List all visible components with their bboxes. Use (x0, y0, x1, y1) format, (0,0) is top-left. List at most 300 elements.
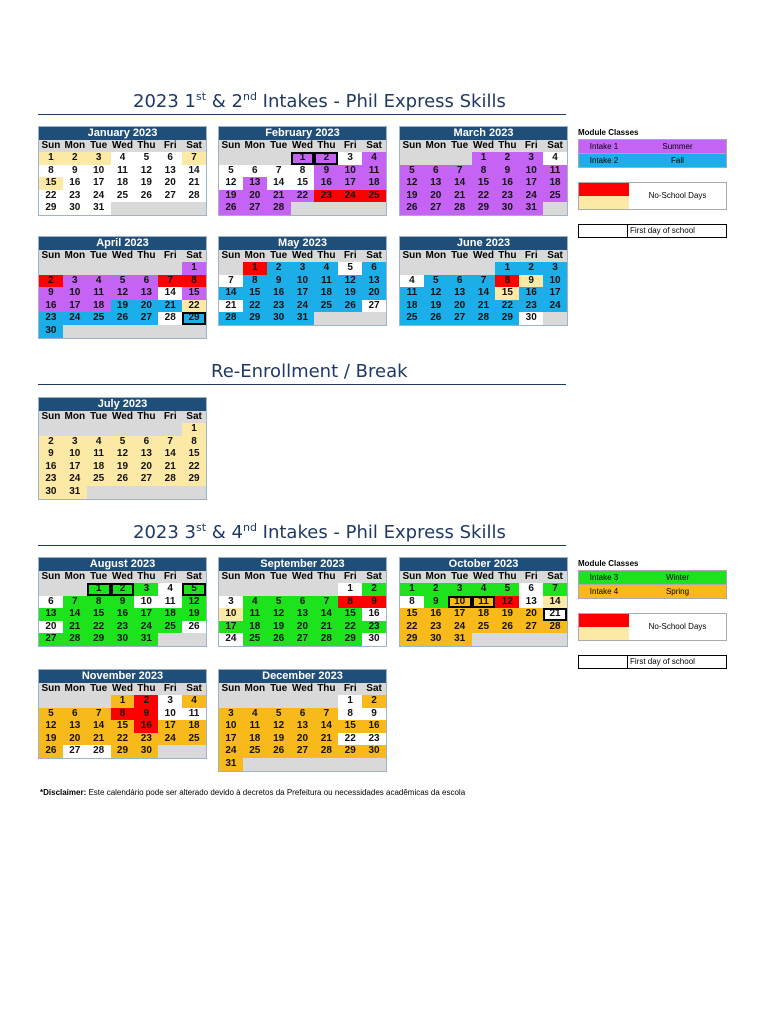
day-cell: 23 (267, 300, 291, 313)
day-cell: 12 (134, 165, 158, 178)
empty-cell (267, 758, 291, 771)
empty-cell (39, 423, 63, 436)
day-cell: 23 (134, 733, 158, 746)
day-cell: 23 (39, 473, 63, 486)
day-cell: 3 (543, 262, 567, 275)
day-cell: 8 (182, 275, 206, 288)
day-cell: 11 (400, 287, 424, 300)
weekday-header: Wed (112, 411, 133, 422)
weekday-header: Wed (473, 571, 494, 582)
day-cell: 12 (338, 275, 362, 288)
day-cell: 19 (182, 608, 206, 621)
day-cell: 13 (519, 596, 543, 609)
day-cell: 4 (243, 596, 267, 609)
day-cell: 3 (63, 275, 87, 288)
day-cell: 3 (338, 152, 362, 165)
day-cell: 17 (87, 177, 111, 190)
legend-swatch (579, 656, 628, 668)
day-cell: 4 (314, 262, 338, 275)
empty-cell (134, 202, 158, 215)
legend-swatch (579, 183, 629, 209)
day-cell: 27 (519, 621, 543, 634)
day-cell: 7 (182, 152, 206, 165)
empty-cell (87, 262, 111, 275)
day-cell: 30 (495, 202, 519, 215)
title-rest: Intakes - Phil Express Skills (256, 91, 506, 112)
day-cell: 19 (400, 190, 424, 203)
day-cell: 28 (267, 202, 291, 215)
disclaimer (40, 788, 465, 797)
legend-module-classes-1 (578, 128, 727, 238)
day-cell: 27 (291, 745, 315, 758)
day-cell: 10 (291, 275, 315, 288)
weekday-header: Fri (343, 683, 357, 694)
day-cell: 28 (63, 633, 87, 646)
day-cell: 28 (543, 621, 567, 634)
weekday-header: Tue (451, 250, 469, 261)
weekday-header: Tue (451, 571, 469, 582)
day-cell: 2 (134, 695, 158, 708)
legend-intake-label: Intake 4 (589, 587, 619, 596)
day-cell: 17 (219, 733, 243, 746)
day-cell: 6 (424, 165, 448, 178)
day-cell: 21 (219, 300, 243, 313)
weekday-header: Thu (498, 250, 517, 261)
weekday-header: Tue (90, 140, 108, 151)
day-cell: 12 (424, 287, 448, 300)
day-cell: 2 (362, 695, 386, 708)
empty-cell (495, 633, 519, 646)
day-cell: 20 (63, 733, 87, 746)
empty-cell (243, 695, 267, 708)
weekday-header: Tue (270, 250, 288, 261)
day-cell: 4 (111, 152, 135, 165)
day-cell: 5 (39, 708, 63, 721)
day-cell: 28 (314, 745, 338, 758)
weekday-header: Sat (366, 571, 382, 582)
day-cell: 27 (39, 633, 63, 646)
day-cell: 18 (362, 177, 386, 190)
weekday-header: Mon (244, 571, 266, 582)
day-cell: 1 (338, 695, 362, 708)
day-cell: 11 (158, 596, 182, 609)
day-cell: 10 (543, 275, 567, 288)
day-cell: 28 (87, 745, 111, 758)
day-cell: 29 (243, 312, 267, 325)
empty-cell (63, 583, 87, 596)
day-cell: 27 (134, 473, 158, 486)
day-cell: 12 (267, 720, 291, 733)
empty-cell (182, 745, 206, 758)
weekday-header: Sat (186, 571, 202, 582)
day-cell: 2 (519, 262, 543, 275)
day-cell: 21 (158, 300, 182, 313)
weekday-header: Sat (366, 140, 382, 151)
day-cell: 25 (243, 745, 267, 758)
weekday-header: Sun (221, 571, 241, 582)
weekday-header: Sun (41, 683, 61, 694)
day-cell: 13 (291, 720, 315, 733)
section-title-intakes-3-4 (133, 521, 506, 543)
divider (38, 545, 566, 546)
day-cell: 27 (63, 745, 87, 758)
day-cell: 20 (39, 621, 63, 634)
day-cell: 14 (543, 596, 567, 609)
day-cell: 10 (219, 608, 243, 621)
empty-cell (134, 325, 158, 338)
legend-no-school (578, 182, 727, 210)
day-cell: 4 (87, 275, 111, 288)
weekday-header: Tue (90, 411, 108, 422)
weekday-header: Sun (402, 250, 422, 261)
empty-cell (219, 583, 243, 596)
empty-cell (314, 695, 338, 708)
divider (38, 114, 566, 115)
weekday-header: Thu (137, 571, 156, 582)
day-cell: 22 (338, 621, 362, 634)
day-cell: 22 (400, 621, 424, 634)
day-cell: 28 (219, 312, 243, 325)
month-title: May 2023 (219, 237, 386, 250)
day-cell: 20 (291, 621, 315, 634)
day-cell: 18 (158, 608, 182, 621)
empty-cell (63, 325, 87, 338)
month-title: January 2023 (39, 127, 206, 140)
empty-cell (87, 325, 111, 338)
day-cell: 13 (134, 448, 158, 461)
day-cell: 17 (448, 608, 472, 621)
day-cell: 7 (87, 708, 111, 721)
day-cell: 8 (39, 165, 63, 178)
weekday-header: Thu (137, 250, 156, 261)
empty-cell (219, 262, 243, 275)
day-cell: 1 (182, 262, 206, 275)
day-cell: 5 (134, 152, 158, 165)
day-cell: 29 (338, 633, 362, 646)
empty-cell (39, 695, 63, 708)
calendar-month (38, 669, 207, 759)
title-mid: & 2 (206, 91, 243, 112)
day-cell: 24 (543, 300, 567, 313)
weekday-header: Sat (186, 411, 202, 422)
day-cell: 25 (182, 733, 206, 746)
legend-intake-label: Intake 2 (589, 156, 619, 165)
day-cell: 22 (182, 300, 206, 313)
legend-season-label: Winter (665, 573, 690, 582)
day-cell: 26 (267, 745, 291, 758)
day-cell: 12 (111, 287, 135, 300)
day-cell: 15 (472, 177, 496, 190)
day-cell: 2 (267, 262, 291, 275)
day-cell: 18 (243, 733, 267, 746)
day-cell: 20 (291, 733, 315, 746)
day-cell: 10 (448, 596, 472, 609)
day-cell: 15 (338, 720, 362, 733)
day-cell: 12 (267, 608, 291, 621)
day-cell: 21 (87, 733, 111, 746)
day-cell: 6 (519, 583, 543, 596)
day-cell: 6 (291, 596, 315, 609)
day-cell: 28 (158, 473, 182, 486)
day-cell: 9 (39, 448, 63, 461)
day-cell: 31 (219, 758, 243, 771)
day-cell: 9 (111, 596, 135, 609)
day-cell: 7 (63, 596, 87, 609)
weekday-header: Thu (137, 140, 156, 151)
empty-cell (543, 202, 567, 215)
month-title: March 2023 (400, 127, 567, 140)
day-cell: 10 (158, 708, 182, 721)
day-cell: 9 (314, 165, 338, 178)
weekday-header: Tue (90, 683, 108, 694)
day-cell: 15 (182, 287, 206, 300)
day-cell: 20 (158, 177, 182, 190)
day-cell: 1 (243, 262, 267, 275)
title-sup: st (195, 521, 207, 534)
day-cell: 27 (424, 202, 448, 215)
month-title: July 2023 (39, 398, 206, 411)
day-cell: 23 (39, 312, 63, 325)
day-cell: 25 (87, 473, 111, 486)
day-cell: 16 (111, 608, 135, 621)
section-title-intakes-1-2 (133, 90, 506, 112)
day-cell: 9 (63, 165, 87, 178)
legend-no-school (578, 613, 727, 641)
day-cell: 13 (39, 608, 63, 621)
day-cell: 13 (362, 275, 386, 288)
day-cell: 17 (63, 461, 87, 474)
day-cell: 19 (219, 190, 243, 203)
day-cell: 16 (495, 177, 519, 190)
empty-cell (243, 758, 267, 771)
day-cell: 7 (158, 275, 182, 288)
empty-cell (291, 695, 315, 708)
day-cell: 12 (219, 177, 243, 190)
day-cell: 26 (267, 633, 291, 646)
day-cell: 17 (63, 300, 87, 313)
weekday-header: Sun (221, 683, 241, 694)
day-cell: 19 (111, 300, 135, 313)
weekday-header: Wed (112, 571, 133, 582)
day-cell: 16 (267, 287, 291, 300)
weekday-header: Fri (163, 250, 177, 261)
empty-cell (158, 202, 182, 215)
weekday-header: Tue (90, 571, 108, 582)
day-cell: 15 (495, 287, 519, 300)
day-cell: 26 (111, 473, 135, 486)
day-cell: 15 (400, 608, 424, 621)
day-cell: 30 (424, 633, 448, 646)
day-cell: 7 (314, 596, 338, 609)
day-cell: 4 (158, 583, 182, 596)
day-cell: 11 (243, 608, 267, 621)
day-cell: 18 (111, 177, 135, 190)
day-cell: 15 (338, 608, 362, 621)
day-cell: 1 (87, 583, 111, 596)
day-cell: 2 (495, 152, 519, 165)
day-cell: 3 (519, 152, 543, 165)
weekday-header: Fri (343, 571, 357, 582)
day-cell: 13 (134, 287, 158, 300)
empty-cell (472, 262, 496, 275)
day-cell: 14 (87, 720, 111, 733)
day-cell: 16 (424, 608, 448, 621)
day-cell: 10 (63, 448, 87, 461)
title-year: 2023 3 (133, 522, 196, 543)
weekday-header: Mon (64, 140, 86, 151)
day-cell: 8 (400, 596, 424, 609)
day-cell: 10 (338, 165, 362, 178)
empty-cell (158, 745, 182, 758)
weekday-header: Mon (64, 683, 86, 694)
day-cell: 12 (182, 596, 206, 609)
day-cell: 23 (519, 300, 543, 313)
day-cell: 8 (87, 596, 111, 609)
day-cell: 24 (291, 300, 315, 313)
empty-cell (134, 262, 158, 275)
day-cell: 25 (472, 621, 496, 634)
empty-cell (267, 152, 291, 165)
empty-cell (338, 202, 362, 215)
calendar-month (38, 126, 207, 216)
day-cell: 31 (63, 486, 87, 499)
day-cell: 19 (134, 177, 158, 190)
day-cell: 23 (424, 621, 448, 634)
weekday-header: Sun (221, 250, 241, 261)
day-cell: 30 (39, 325, 63, 338)
day-cell: 4 (243, 708, 267, 721)
day-cell: 5 (338, 262, 362, 275)
day-cell: 15 (87, 608, 111, 621)
weekday-header: Wed (112, 250, 133, 261)
legend-no-school-label: No-School Days (648, 622, 707, 631)
legend-first-day-label: First day of school (630, 226, 695, 235)
empty-cell (158, 325, 182, 338)
day-cell: 16 (314, 177, 338, 190)
day-cell: 12 (495, 596, 519, 609)
day-cell: 24 (87, 190, 111, 203)
calendar-month (38, 236, 207, 339)
weekday-header: Mon (64, 571, 86, 582)
day-cell: 15 (291, 177, 315, 190)
day-cell: 24 (158, 733, 182, 746)
day-cell: 30 (63, 202, 87, 215)
legend-row-intake-2 (578, 154, 727, 168)
day-cell: 22 (111, 733, 135, 746)
day-cell: 28 (182, 190, 206, 203)
empty-cell (158, 486, 182, 499)
empty-cell (400, 152, 424, 165)
day-cell: 12 (111, 448, 135, 461)
empty-cell (111, 423, 135, 436)
weekday-header: Tue (90, 250, 108, 261)
weekday-header: Mon (244, 140, 266, 151)
day-cell: 7 (543, 583, 567, 596)
day-cell: 6 (243, 165, 267, 178)
weekday-header: Sat (366, 250, 382, 261)
day-cell: 6 (63, 708, 87, 721)
empty-cell (362, 202, 386, 215)
empty-cell (111, 325, 135, 338)
empty-cell (543, 312, 567, 325)
weekday-header: Fri (163, 411, 177, 422)
day-cell: 9 (362, 708, 386, 721)
day-cell: 1 (291, 152, 315, 165)
day-cell: 3 (219, 596, 243, 609)
day-cell: 5 (424, 275, 448, 288)
day-cell: 6 (134, 436, 158, 449)
day-cell: 12 (39, 720, 63, 733)
day-cell: 30 (39, 486, 63, 499)
day-cell: 3 (134, 583, 158, 596)
day-cell: 26 (134, 190, 158, 203)
empty-cell (63, 262, 87, 275)
legend-season-label: Spring (665, 587, 690, 596)
day-cell: 14 (158, 448, 182, 461)
day-cell: 16 (362, 608, 386, 621)
title-sup: st (195, 90, 207, 103)
day-cell: 6 (158, 152, 182, 165)
day-cell: 29 (472, 202, 496, 215)
day-cell: 29 (182, 312, 206, 325)
day-cell: 15 (182, 448, 206, 461)
day-cell: 29 (87, 633, 111, 646)
day-cell: 10 (219, 720, 243, 733)
day-cell: 1 (39, 152, 63, 165)
day-cell: 6 (362, 262, 386, 275)
day-cell: 1 (182, 423, 206, 436)
day-cell: 22 (472, 190, 496, 203)
day-cell: 9 (495, 165, 519, 178)
day-cell: 5 (182, 583, 206, 596)
weekday-header: Wed (112, 140, 133, 151)
day-cell: 28 (314, 633, 338, 646)
day-cell: 13 (424, 177, 448, 190)
day-cell: 21 (543, 608, 567, 621)
day-cell: 5 (111, 275, 135, 288)
day-cell: 19 (111, 461, 135, 474)
day-cell: 2 (111, 583, 135, 596)
day-cell: 27 (291, 633, 315, 646)
day-cell: 2 (39, 275, 63, 288)
day-cell: 18 (87, 300, 111, 313)
day-cell: 5 (400, 165, 424, 178)
empty-cell (87, 486, 111, 499)
weekday-header: Sat (366, 683, 382, 694)
calendar-month (218, 557, 387, 647)
empty-cell (267, 695, 291, 708)
day-cell: 15 (111, 720, 135, 733)
day-cell: 21 (472, 300, 496, 313)
day-cell: 21 (314, 621, 338, 634)
empty-cell (219, 152, 243, 165)
day-cell: 20 (362, 287, 386, 300)
day-cell: 14 (219, 287, 243, 300)
day-cell: 2 (424, 583, 448, 596)
day-cell: 1 (111, 695, 135, 708)
day-cell: 15 (243, 287, 267, 300)
day-cell: 17 (219, 621, 243, 634)
day-cell: 31 (519, 202, 543, 215)
day-cell: 11 (182, 708, 206, 721)
empty-cell (111, 262, 135, 275)
legend-row-intake-3 (578, 570, 727, 585)
calendar-month (38, 557, 207, 647)
calendar-month (38, 397, 207, 500)
day-cell: 16 (362, 720, 386, 733)
day-cell: 10 (87, 165, 111, 178)
day-cell: 21 (267, 190, 291, 203)
